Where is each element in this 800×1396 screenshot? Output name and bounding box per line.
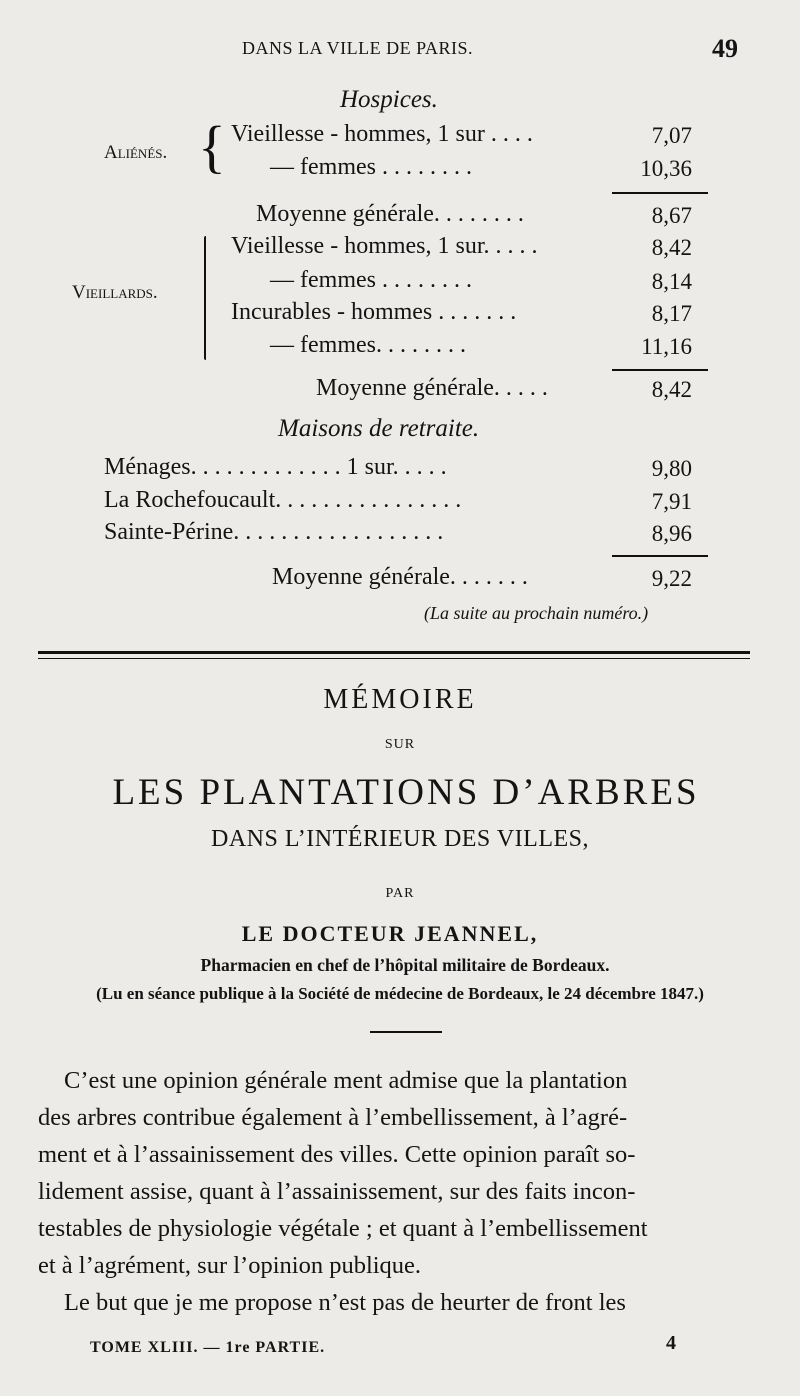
retraite-title: Maisons de retraite. bbox=[278, 415, 480, 442]
reading-note: (Lu en séance publique à la Société de médecine de Bordeaux, le 24 décembre 1847.) bbox=[96, 984, 704, 1003]
sum-rule-3 bbox=[612, 555, 708, 557]
page-number: 49 bbox=[712, 34, 738, 63]
vieillards-row-4-value: 11,16 bbox=[641, 334, 692, 359]
retraite-row-2-label: La Rochefoucault. . . . . . . . . . . . . . . . bbox=[104, 487, 462, 513]
alienes-row-2-value: 10,36 bbox=[640, 156, 692, 181]
article-title: LES PLANTATIONS D’ARBRES bbox=[112, 772, 700, 813]
retraite-row-1-label: Ménages. . . . . . . . . . . . . 1 sur. . . . . bbox=[104, 454, 447, 480]
short-rule bbox=[370, 1031, 442, 1033]
paragraph-line-5: testables de physiologie végétale ; et quant à l’embellissement bbox=[38, 1215, 648, 1242]
retraite-moyenne-value: 9,22 bbox=[651, 566, 692, 591]
paragraph2-line-1: Le but que je me propose n’est pas de heurter de front les bbox=[64, 1289, 626, 1316]
alienes-moyenne-label: Moyenne générale. . . . . . . . bbox=[256, 201, 524, 227]
memoire-heading: MÉMOIRE bbox=[323, 684, 477, 715]
vieillards-row-1-label: Vieillesse - hommes, 1 sur. . . . . bbox=[231, 233, 538, 259]
retraite-row-1-value: 9,80 bbox=[651, 456, 692, 481]
suite-note: (La suite au prochain numéro.) bbox=[424, 603, 649, 623]
hospices-title: Hospices. bbox=[340, 86, 438, 113]
paragraph-line-6: et à l’agrément, sur l’opinion publique. bbox=[38, 1252, 422, 1279]
retraite-row-3-label: Sainte-Périne. . . . . . . . . . . . . . . . . . bbox=[104, 519, 444, 545]
alienes-brace: { bbox=[198, 114, 226, 179]
retraite-row-3-value: 8,96 bbox=[651, 521, 692, 546]
running-title: DANS LA VILLE DE PARIS. bbox=[242, 38, 474, 58]
retraite-moyenne-label: Moyenne générale. . . . . . . bbox=[272, 564, 528, 590]
paragraph-line-1: C’est une opinion générale ment admise que la plantation bbox=[64, 1067, 628, 1094]
vieillards-moyenne-value: 8,42 bbox=[651, 377, 692, 402]
vieillards-row-2-value: 8,14 bbox=[651, 269, 692, 294]
alienes-row-2-label: — femmes . . . . . . . . bbox=[270, 154, 472, 180]
paragraph-line-2: des arbres contribue également à l’embellissement, à l’agré- bbox=[38, 1104, 628, 1131]
alienes-label: Aliénés. bbox=[104, 142, 168, 163]
vieillards-moyenne-label: Moyenne générale. . . . . bbox=[316, 375, 548, 401]
vieillards-row-3-label: Incurables - hommes . . . . . . . bbox=[231, 299, 517, 325]
author-name: LE DOCTEUR JEANNEL, bbox=[241, 921, 539, 946]
separator-rule-top bbox=[38, 651, 750, 654]
vieillards-row-4-label: — femmes. . . . . . . . bbox=[270, 332, 466, 358]
author-affiliation: Pharmacien en chef de l’hôpital militaire de Bordeaux. bbox=[200, 955, 610, 975]
separator-rule-bottom bbox=[38, 658, 750, 659]
vieillards-row-3-value: 8,17 bbox=[651, 301, 692, 326]
vieillards-brace bbox=[204, 236, 206, 360]
footer-signature: 4 bbox=[666, 1332, 676, 1354]
alienes-row-1-label: Vieillesse - hommes, 1 sur . . . . bbox=[231, 121, 533, 147]
paragraph-line-4: lidement assise, quant à l’assainissement, sur des faits incon- bbox=[38, 1178, 636, 1205]
vieillards-row-1-value: 8,42 bbox=[651, 235, 692, 260]
sum-rule-1 bbox=[612, 192, 708, 194]
paragraph-line-3: ment et à l’assainissement des villes. Cette opinion paraît so- bbox=[38, 1141, 636, 1168]
vieillards-row-2-label: — femmes . . . . . . . . bbox=[270, 267, 472, 293]
par-word: PAR bbox=[385, 886, 415, 901]
retraite-row-2-value: 7,91 bbox=[651, 489, 692, 514]
article-subtitle: DANS L’INTÉRIEUR DES VILLES, bbox=[211, 826, 589, 852]
sum-rule-2 bbox=[612, 369, 708, 371]
vieillards-label: Vieillards. bbox=[72, 282, 158, 303]
alienes-row-1-value: 7,07 bbox=[651, 123, 692, 148]
alienes-moyenne-value: 8,67 bbox=[651, 203, 692, 228]
footer-tome: TOME XLIII. — 1re PARTIE. bbox=[90, 1339, 326, 1356]
sur-word: SUR bbox=[384, 737, 416, 752]
